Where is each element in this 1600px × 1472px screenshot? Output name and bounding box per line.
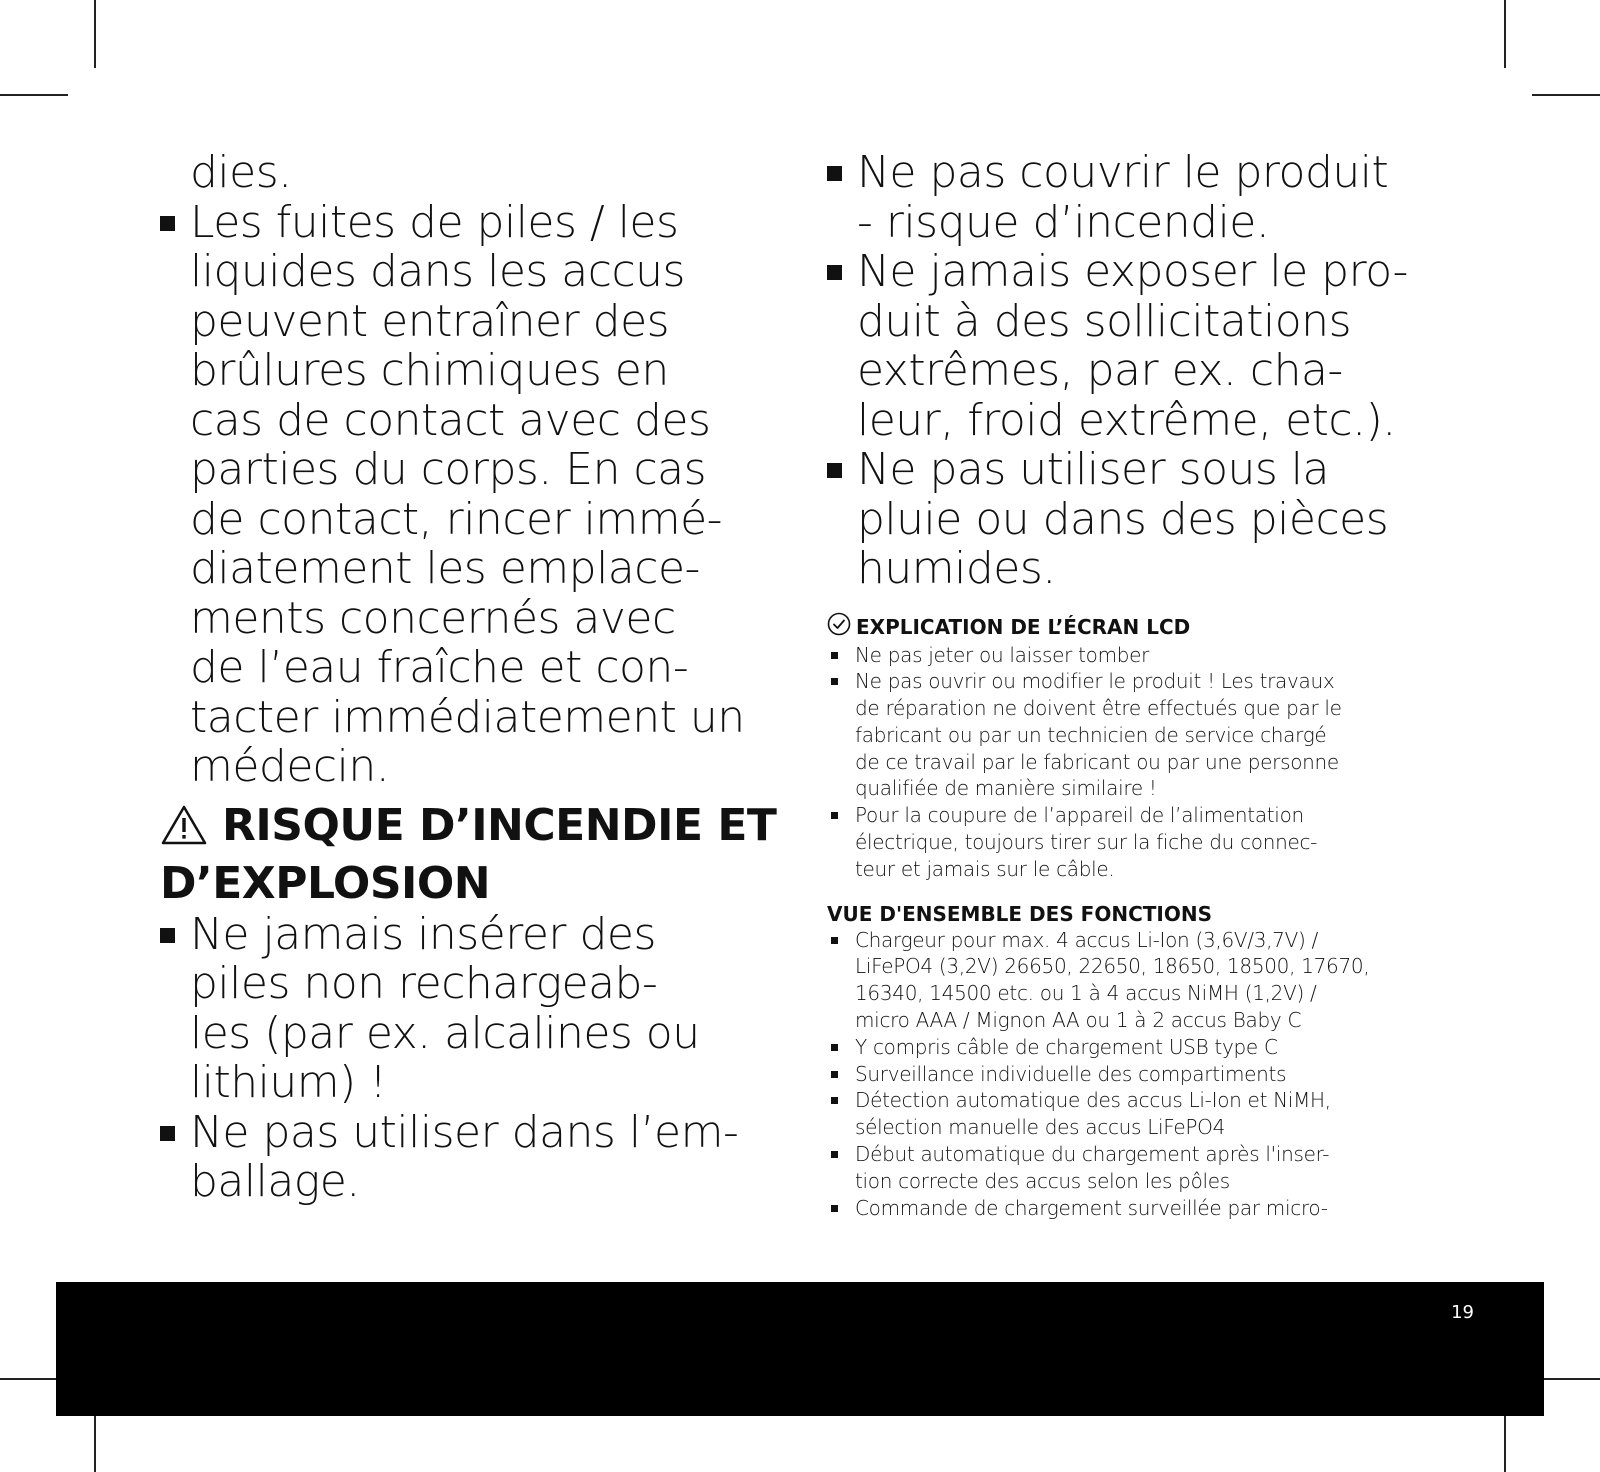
bullet-square-icon (827, 463, 842, 478)
text-line: 16340, 14500 etc. ou 1 à 4 accus NiMH (1,2V) / (855, 981, 1317, 1006)
text-line: Ne pas utiliser sous la (857, 444, 1329, 495)
list-item (827, 148, 1452, 247)
bullet-square-icon (831, 652, 838, 659)
text-line: parties du corps. En cas (190, 444, 707, 495)
crop-mark (1504, 0, 1506, 68)
text-line: ballage. (190, 1156, 360, 1207)
text-line: Ne jamais exposer le pro- (857, 246, 1408, 297)
bullet-square-icon (831, 1151, 838, 1158)
warning-triangle-icon (160, 804, 208, 858)
list-item (827, 445, 1452, 594)
text-line: Début automatique du chargement après l'inser- (855, 1142, 1330, 1167)
text-line: tion correcte des accus selon les pôles (855, 1168, 1230, 1193)
bullet-square-icon (831, 1205, 838, 1212)
text-line: Les fuites de piles / les (190, 196, 679, 248)
lcd-heading-text: EXPLICATION DE L’ÉCRAN LCD (856, 614, 1191, 639)
text-line: les (par ex. alcalines ou (190, 1007, 700, 1059)
bullet-square-icon (831, 1097, 838, 1104)
bullet-square-icon (831, 812, 838, 819)
list-item (827, 927, 1452, 1034)
list-item (827, 802, 1452, 882)
text-line: de l’eau fraîche et con- (190, 642, 689, 693)
section-heading (160, 800, 780, 910)
footer-bar (56, 1282, 1544, 1416)
crop-mark (1532, 94, 1600, 96)
heading-line-1: RISQUE D’INCENDIE ET (222, 799, 777, 851)
text-line: de contact, rincer immé- (190, 493, 723, 545)
bullet-square-icon (160, 928, 175, 943)
bullet-square-icon (831, 1071, 838, 1078)
features-bullet-list (827, 927, 1452, 1222)
bullet-square-icon (827, 166, 842, 181)
bullet-list (827, 148, 1452, 594)
list-item (827, 1141, 1452, 1195)
text-line: LiFePO4 (3,2V) 26650, 22650, 18650, 18500, 17670, (855, 954, 1370, 979)
text-line: qualifiée de manière similaire ! (855, 776, 1157, 801)
list-item (827, 247, 1452, 445)
bullet-square-icon (831, 1044, 838, 1051)
list-item (160, 910, 780, 1108)
page-number: 19 (1451, 1302, 1474, 1323)
text-line: leur, froid extrême, etc.). (857, 394, 1396, 446)
text-line: médecin. (190, 741, 390, 792)
text-line: brûlures chimiques en (190, 345, 669, 396)
text-line: tacter immédiatement un (190, 691, 745, 743)
bullet-square-icon (831, 937, 838, 944)
crop-mark (0, 94, 68, 96)
bullet-square-icon (160, 1126, 175, 1141)
text-line: sélection manuelle des accus LiFePO4 (855, 1115, 1226, 1140)
text-line: liquides dans les accus (190, 246, 685, 297)
text-line: diatement les emplace- (190, 543, 700, 594)
left-column (160, 148, 780, 1207)
text-line: piles non rechargeab- (190, 958, 658, 1009)
text-line: Pour la coupure de l’appareil de l’alimentation (855, 803, 1304, 828)
bullet-square-icon (831, 678, 838, 685)
text-line: Y compris câble de chargement USB type C (855, 1034, 1278, 1059)
list-item (827, 1087, 1452, 1141)
features-heading: VUE D'ENSEMBLE DES FONCTIONS (827, 901, 1212, 926)
text-line: de ce travail par le fabricant ou par une personne (855, 749, 1339, 774)
text-line: de réparation ne doivent être effectués que par le (855, 696, 1342, 721)
text-line: Ne pas jeter ou laisser tomber (855, 642, 1150, 667)
list-item (160, 1108, 780, 1207)
text-line: pluie ou dans des pièces (857, 493, 1389, 545)
text-line: cas de contact avec des (190, 394, 711, 446)
list-item (827, 1061, 1452, 1088)
text-line: humides. (857, 543, 1056, 594)
text-line: Ne pas utiliser dans l’em- (190, 1106, 739, 1158)
crop-mark (94, 0, 96, 68)
text-line: Chargeur pour max. 4 accus Li-Ion (3,6V/3,7V) / (855, 927, 1318, 952)
text-line: Commande de chargement surveillée par micro- (855, 1195, 1328, 1220)
bullet-list (160, 910, 780, 1207)
text-line: - risque d’incendie. (857, 196, 1270, 248)
list-item (827, 668, 1452, 802)
text-line: peuvent entraîner des (190, 295, 670, 347)
check-circle-icon (827, 612, 851, 642)
text-line: Ne jamais insérer des (190, 908, 656, 960)
bullet-square-icon (827, 265, 842, 280)
text-line: micro AAA / Mignon AA ou 1 à 2 accus Baby C (855, 1008, 1302, 1033)
list-item (827, 1195, 1452, 1222)
bullet-square-icon (160, 216, 175, 231)
text-line: fabricant ou par un technicien de service chargé (855, 722, 1327, 747)
text-line: duit à des sollicitations (857, 295, 1351, 347)
text-line: électrique, toujours tirer sur la fiche du connec- (855, 830, 1318, 855)
lcd-bullet-list (827, 642, 1452, 883)
text-line: Ne pas ouvrir ou modifier le produit ! Les travaux (855, 669, 1335, 694)
lcd-heading (827, 612, 1452, 642)
text-line: Détection automatique des accus Li-Ion et NiMH, (855, 1088, 1331, 1113)
heading-line-2: D’EXPLOSION (160, 857, 491, 909)
text-line: ments concernés avec (190, 592, 676, 644)
text-line: Surveillance individuelle des compartiments (855, 1061, 1287, 1086)
right-column (827, 148, 1452, 1221)
list-item (827, 1034, 1452, 1061)
text-line: lithium) ! (190, 1057, 387, 1108)
list-item (160, 198, 780, 792)
bullet-list (160, 198, 780, 792)
continued-text: dies. (190, 147, 292, 198)
list-item (827, 642, 1452, 669)
text-line: extrêmes, par ex. cha- (857, 345, 1343, 396)
text-line: teur et jamais sur le câble. (855, 856, 1115, 881)
text-line: Ne pas couvrir le produit (857, 147, 1389, 198)
